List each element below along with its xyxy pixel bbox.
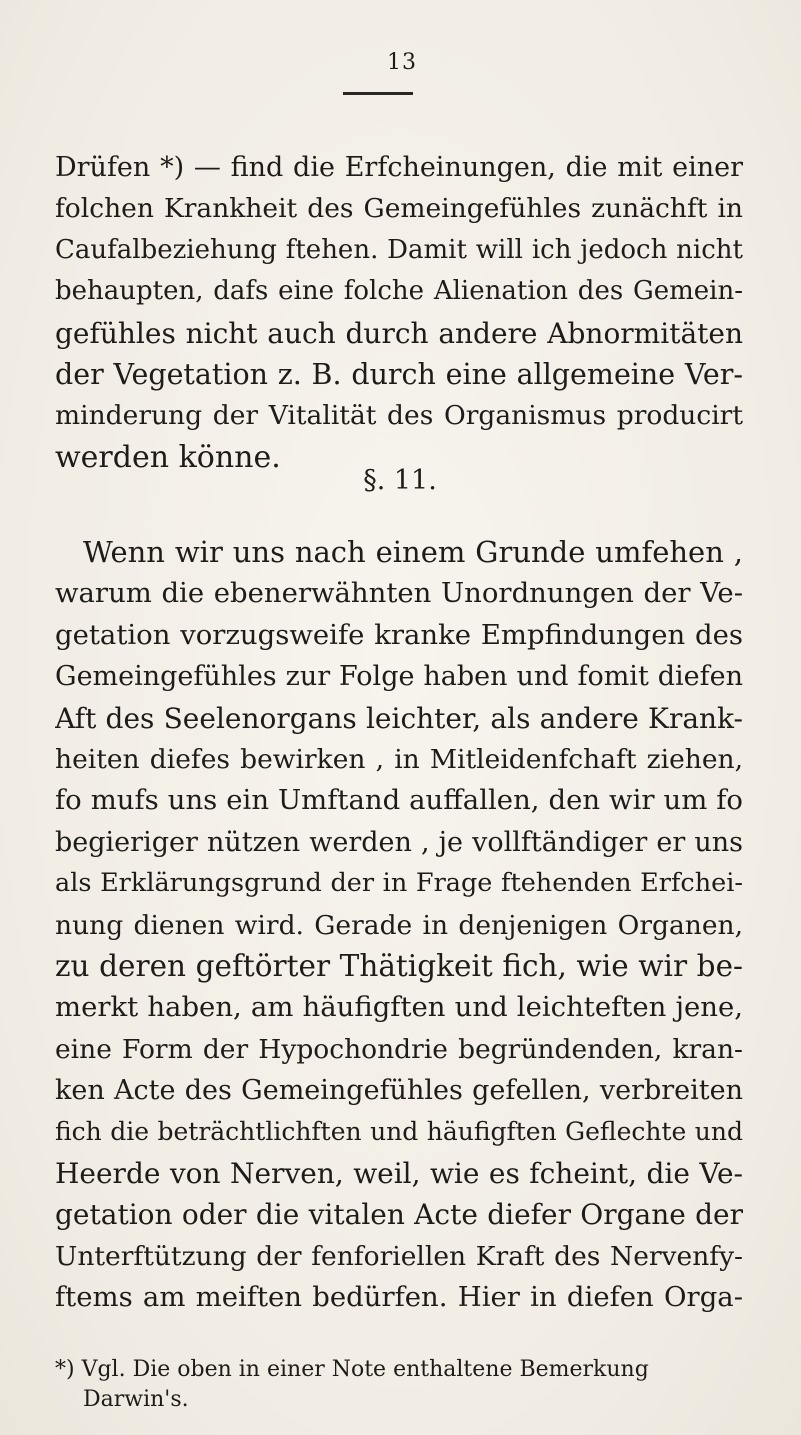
text-line: eine Form der Hypochondrie begründenden, kran-	[55, 1033, 743, 1065]
footnote	[55, 1355, 743, 1415]
section-heading: §. 11.	[363, 465, 437, 496]
text-line: Heerde von Nerven, weil, wie es fcheint, die Ve-	[55, 1156, 743, 1190]
text-line: getation vorzugsweife kranke Empfindungen des	[55, 618, 743, 651]
text-line: behaupten, dafs eine folche Alienation des Gemein-	[55, 276, 743, 307]
text-line: als Erklärungsgrund der in Frage ftehenden Erfchei-	[55, 868, 743, 899]
text-line: Drüfen *) — find die Erfcheinungen, die mit einer	[55, 152, 743, 183]
text-line: Gemeingefühles zur Folge haben und fomit diefen	[55, 661, 743, 693]
text-line: minderung der Vitalität des Organismus producirt	[55, 400, 743, 432]
text-line: Caufalbeziehung ftehen. Damit will ich jedoch nicht	[55, 234, 743, 265]
text-line: fo mufs uns ein Umftand auffallen, den wir um fo	[55, 784, 743, 817]
text-line: folchen Krankheit des Gemeingefühles zunächft in	[55, 193, 743, 225]
text-line: nung dienen wird. Gerade in denjenigen Organen,	[55, 909, 743, 941]
text-line: werden könne.	[55, 439, 281, 475]
paragraph-1	[55, 147, 743, 478]
text-line: fich die beträchtlichften und häufigften Geflechte und	[55, 1117, 743, 1147]
text-line: ftems am meiften bedürfen. Hier in diefen Orga-	[55, 1281, 743, 1314]
text-line: Wenn wir uns nach einem Grunde umfehen ,	[83, 535, 743, 569]
text-line: Aft des Seelenorgans leichter, als andere Krank-	[55, 701, 743, 735]
text-line: merkt haben, am häufigften und leichteften jene,	[55, 991, 743, 1024]
header-rule	[343, 92, 413, 95]
paragraph-2	[55, 532, 743, 1318]
page-number: 13	[387, 50, 417, 75]
text-line: getation oder die vitalen Acte diefer Organe der	[55, 1198, 743, 1232]
text-line: zu deren geftörter Thätigkeit fich, wie wir be-	[55, 948, 743, 983]
text-line: heiten diefes bewirken , in Mitleidenfchaft ziehen,	[55, 743, 743, 775]
text-line: begieriger nützen werden , je vollftändiger er uns	[55, 826, 743, 858]
text-line: der Vegetation z. B. durch eine allgemeine Ver-	[55, 357, 743, 391]
footnote-line: *) Vgl. Die oben in einer Note enthaltene Bemerkung	[55, 1357, 649, 1382]
text-line: warum die ebenerwähnten Unordnungen der Ve-	[55, 577, 743, 610]
text-line: Unterftützung der fenforiellen Kraft des Nervenfy-	[55, 1240, 743, 1272]
footnote-line: Darwin's.	[83, 1387, 189, 1412]
text-line: gefühles nicht auch durch andere Abnormitäten	[55, 316, 743, 350]
text-line: ken Acte des Gemeingefühles gefellen, verbreiten	[55, 1075, 743, 1107]
